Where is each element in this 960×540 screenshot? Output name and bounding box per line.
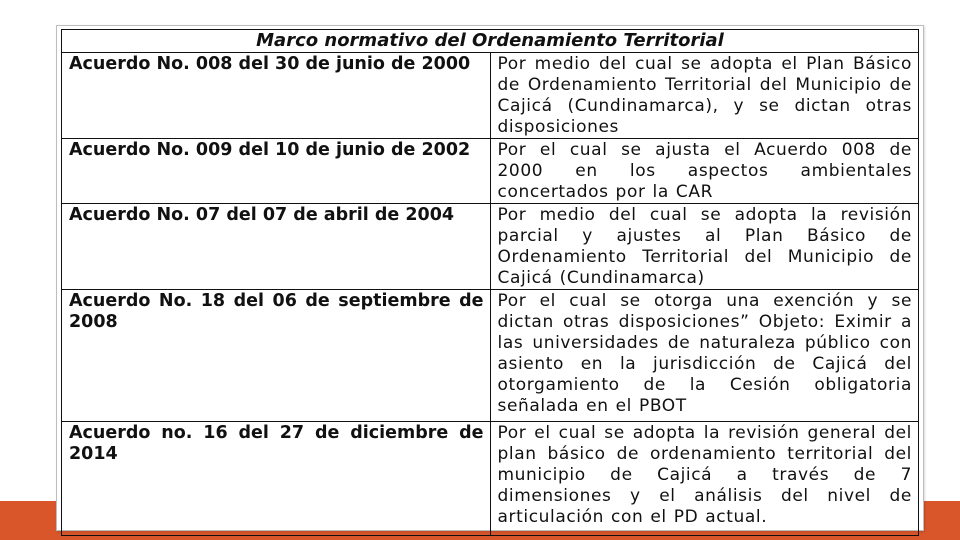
acuerdo-cell: Acuerdo No. 07 del 07 de abril de 2004	[62, 204, 491, 290]
descripcion-cell: Por el cual se ajusta el Acuerdo 008 de 2000 en los aspectos ambientales concertados por la CAR	[490, 139, 919, 204]
table-header-row	[62, 30, 919, 53]
table-row	[62, 139, 919, 204]
table-row	[62, 422, 919, 536]
table-row	[62, 290, 919, 422]
acuerdo-cell: Acuerdo no. 16 del 27 de diciembre de 2014	[62, 422, 491, 536]
descripcion-cell: Por el cual se adopta la revisión general del plan básico de ordenamiento territorial del municipio de Cajicá a través de 7 dimensiones y el análisis del nivel de articulación con el PD actual.	[490, 422, 919, 536]
acuerdo-cell: Acuerdo No. 009 del 10 de junio de 2002	[62, 139, 491, 204]
acuerdo-cell: Acuerdo No. 18 del 06 de septiembre de 2008	[62, 290, 491, 422]
descripcion-cell: Por medio del cual se adopta la revisión parcial y ajustes al Plan Básico de Ordenamiento Territorial del Municipio de Cajicá (Cundinamarca)	[490, 204, 919, 290]
descripcion-cell: Por medio del cual se adopta el Plan Básico de Ordenamiento Territorial del Municipio de Cajicá (Cundinamarca), y se dictan otras disposiciones	[490, 53, 919, 139]
table-title: Marco normativo del Ordenamiento Territorial	[62, 30, 919, 53]
marco-normativo-table	[61, 29, 919, 536]
table-container	[56, 25, 924, 531]
table-row	[62, 204, 919, 290]
table-row	[62, 53, 919, 139]
descripcion-cell: Por el cual se otorga una exención y se dictan otras disposiciones” Objeto: Eximir a las universidades de naturaleza público con asiento en la jurisdicción de Cajicá del otorgamiento de la Cesión obligatoria señalada en el PBOT	[490, 290, 919, 422]
acuerdo-cell: Acuerdo No. 008 del 30 de junio de 2000	[62, 53, 491, 139]
